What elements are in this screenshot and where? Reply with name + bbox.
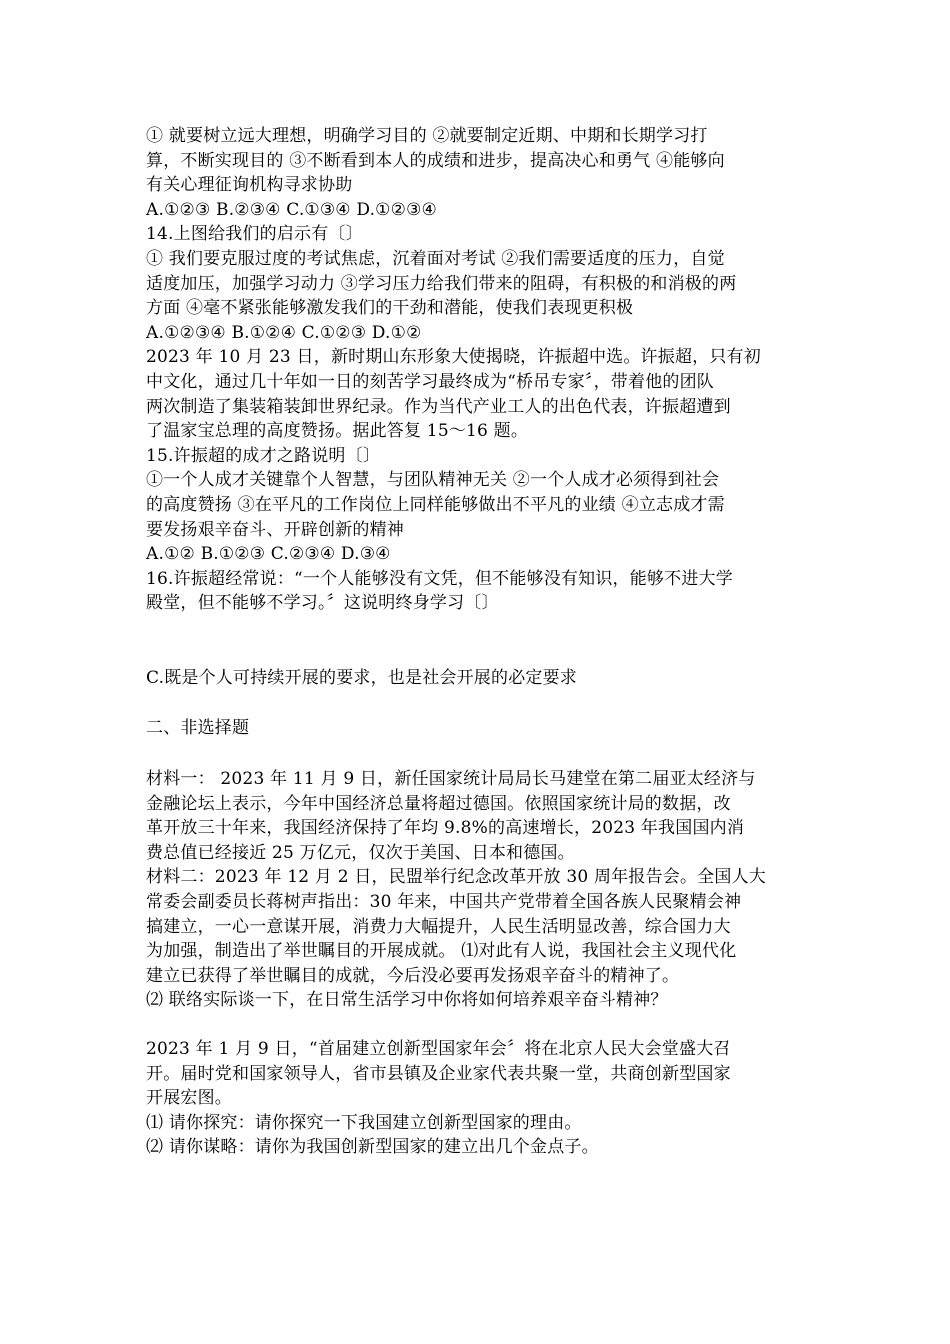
text-line: ⑴ 请你探究：请你探究一下我国建立创新型国家的理由。 xyxy=(146,1112,582,1133)
text-line: 殿堂，但不能够不学习。〞这说明终身学习〔〕 xyxy=(146,593,499,614)
answer-options: A.①②③ B.②③④ C.①③④ D.①②③④ xyxy=(146,199,437,220)
document-page xyxy=(146,124,806,1160)
text-line: ⑵ 请你谋略：请你为我国创新型国家的建立出几个金点子。 xyxy=(146,1137,599,1158)
question-16: 16.许振超经常说：“一个人能够没有文凭，但不能够没有知识，能够不进大学 xyxy=(146,568,733,589)
text-line: 中文化，通过几十年如一日的刻苦学习最终成为“桥吊专家〞，带着他的团队 xyxy=(146,371,714,392)
text-line: 金融论坛上表示，今年中国经济总量将超过德国。依照国家统计局的数据，改 xyxy=(146,793,731,814)
text-line: 革开放三十年来，我国经济保持了年均 9.8%的高速增长，2023 年我国国内消 xyxy=(146,818,745,839)
text-line: 开展宏图。 xyxy=(146,1088,232,1109)
text-line: 适度加压，加强学习动力 ③学习压力给我们带来的阻碍，有积极的和消极的两 xyxy=(146,273,737,294)
text-line: 常委会副委员长蒋树声指出：30 年来，中国共产党带着全国各族人民聚精会神 xyxy=(146,892,742,913)
question-14: 14.上图给我们的启示有〔〕 xyxy=(146,224,363,245)
text-line: 材料一： 2023 年 11 月 9 日，新任国家统计局局长马建堂在第二届亚太经济与 xyxy=(146,769,756,790)
text-line: 为加强，制造出了举世瞩目的开展成就。 ⑴对此有人说，我国社会主义现代化 xyxy=(146,941,737,962)
section-title: 二、非选择题 xyxy=(146,718,250,739)
material-block xyxy=(146,767,806,1013)
text-line: ① 就要树立远大理想，明确学习目的 ②就要制定近期、中期和长期学习打 xyxy=(146,126,708,146)
text-line: 2023 年 1 月 9 日，“首届建立创新型国家年会〞将在北京人民大会堂盛大召 xyxy=(146,1039,731,1059)
final-block xyxy=(146,1037,806,1160)
text-line: 2023 年 10 月 23 日，新时期山东形象大使揭晓，许振超中选。许振超，只有初 xyxy=(146,347,761,368)
text-line: ①一个人成才关键靠个人智慧，与团队精神无关 ②一个人成才必须得到社会 xyxy=(146,470,720,491)
text-line: 了温家宝总理的高度赞扬。据此答复 15～16 题。 xyxy=(146,421,529,442)
text-line: 有关心理征询机构寻求协助 xyxy=(146,175,353,196)
text-line: 两次制造了集装箱装卸世界纪录。作为当代产业工人的出色代表，许振超遭到 xyxy=(146,396,731,417)
answer-options: A.①②③④ B.①②④ C.①②③ D.①② xyxy=(146,322,422,343)
text-line: 开。届时党和国家领导人，省市县镇及企业家代表共聚一堂，共商创新型国家 xyxy=(146,1063,731,1084)
answer-options: A.①② B.①②③ C.②③④ D.③④ xyxy=(146,544,391,565)
text-line: 要发扬艰辛奋斗、开辟创新的精神 xyxy=(146,519,404,540)
question-15: 15.许振超的成才之路说明〔〕 xyxy=(146,445,381,466)
option-c-line: C.既是个人可持续开展的要求，也是社会开展的必定要求 xyxy=(146,667,578,688)
text-line: 的高度赞扬 ③在平凡的工作岗位上同样能够做出不平凡的业绩 ④立志成才需 xyxy=(146,494,725,515)
questions-block xyxy=(146,124,806,616)
text-line: ⑵ 联络实际谈一下，在日常生活学习中你将如何培养艰辛奋斗精神？ xyxy=(146,990,668,1011)
text-line: 费总值已经接近 25 万亿元，仅次于美国、日本和德国。 xyxy=(146,842,575,863)
text-line: 方面 ④毫不紧张能够激发我们的干劲和潜能，使我们表现更积极 xyxy=(146,298,634,319)
text-line: 搞建立，一心一意谋开展，消费力大幅提升，人民生活明显改善，综合国力大 xyxy=(146,916,731,937)
text-line: 算，不断实现目的 ③不断看到本人的成绩和进步，提高决心和勇气 ④能够向 xyxy=(146,150,725,171)
text-line: 建立已获得了举世瞩目的成就，今后没必要再发扬艰辛奋斗的精神了。 xyxy=(146,965,680,986)
text-line: 材料二：2023 年 12 月 2 日，民盟举行纪念改革开放 30 周年报告会。全国人大 xyxy=(146,867,766,888)
text-line: ① 我们要克服过度的考试焦虑，沉着面对考试 ②我们需要适度的压力，自觉 xyxy=(146,248,725,269)
